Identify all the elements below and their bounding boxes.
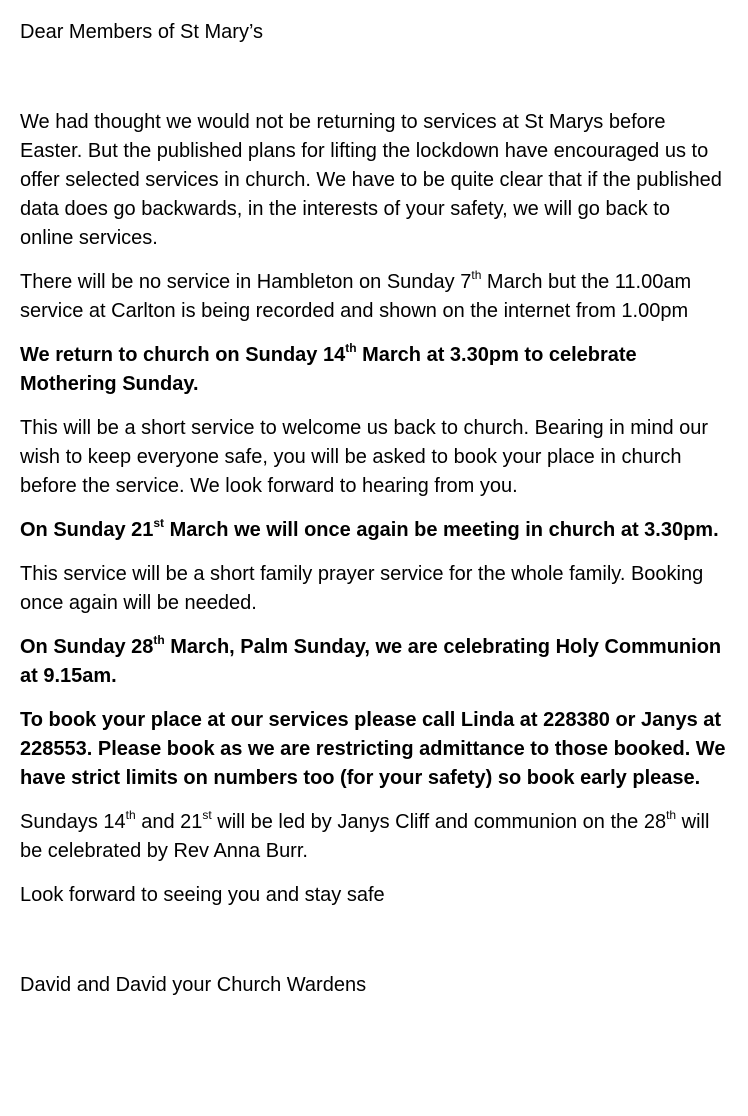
text-segment: March, Palm Sunday, we are celebrating Holy Communion at 9.15am.: [20, 636, 722, 687]
text-segment: On Sunday 21: [20, 519, 154, 541]
signature: David and David your Church Wardens: [20, 974, 367, 996]
paragraph-21st-march: [20, 516, 728, 545]
ordinal-suffix: th: [666, 808, 677, 822]
paragraph-short-service: This will be a short service to welcome us back to church. Bearing in mind our wish to keep everyone safe, you will be asked to book your place in church before the service. We look forward to hearing from you.: [20, 417, 709, 497]
ordinal-suffix: th: [471, 268, 482, 282]
text-segment: March at 3.30pm to celebrate Mothering Sunday.: [20, 344, 637, 395]
paragraph-family-prayer: This service will be a short family prayer service for the whole family. Booking once again will be needed.: [20, 563, 704, 614]
ordinal-suffix: th: [125, 808, 136, 822]
text-segment: will be led by Janys Cliff and communion on the 28: [211, 811, 667, 833]
paragraph-leaders: [20, 808, 728, 866]
text-segment: There will be no service in Hambleton on Sunday 7: [20, 271, 472, 293]
text-segment: will be celebrated by Rev Anna Burr.: [20, 811, 710, 862]
paragraph-palm-sunday: [20, 633, 728, 691]
paragraph-booking: To book your place at our services please call Linda at 228380 or Janys at 228553. Please book as we are restricting admittance to those booked. We have strict limits on numbers too (for your safety) so book early please.: [20, 709, 726, 789]
salutation: Dear Members of St Mary’s: [20, 21, 264, 43]
text-segment: March we will once again be meeting in church at 3.30pm.: [164, 519, 719, 541]
text-segment: March but the 11.00am service at Carlton is being recorded and shown on the internet from 1.00pm: [20, 271, 692, 322]
ordinal-suffix: th: [153, 633, 165, 647]
ordinal-suffix: st: [153, 516, 165, 530]
ordinal-suffix: th: [345, 341, 357, 355]
text-segment: Sundays 14: [20, 811, 126, 833]
paragraph-intro: We had thought we would not be returning to services at St Marys before Easter. But the published plans for lifting the lockdown have encouraged us to offer selected services in church. We have to be quite clear that if the published data does go backwards, in the interests of your safety, we will go back to online services.: [20, 111, 722, 249]
ordinal-suffix: st: [202, 808, 212, 822]
text-segment: On Sunday 28: [20, 636, 154, 658]
text-segment: We return to church on Sunday 14: [20, 344, 346, 366]
paragraph-closing: Look forward to seeing you and stay safe: [20, 884, 385, 906]
text-segment: and 21: [135, 811, 203, 833]
paragraph-mothering-sunday: [20, 341, 728, 399]
paragraph-no-service: [20, 268, 728, 326]
